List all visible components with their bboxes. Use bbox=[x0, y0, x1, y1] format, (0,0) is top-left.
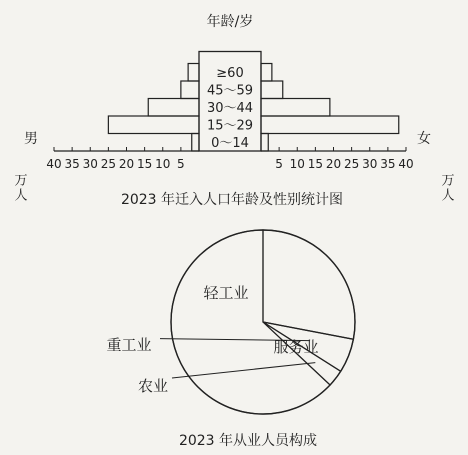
x-tick-label-left: 35 bbox=[64, 157, 80, 171]
pyramid-unit-left: 万人 bbox=[11, 173, 27, 203]
pyramid-right-label: 女 bbox=[417, 131, 431, 147]
x-tick-label-left: 5 bbox=[177, 157, 185, 171]
bar-female-3 bbox=[261, 81, 283, 99]
bar-female-4 bbox=[261, 64, 272, 82]
x-tick-label-left: 25 bbox=[100, 157, 117, 171]
pie-label: 农业 bbox=[137, 377, 169, 395]
bar-female-2 bbox=[261, 99, 330, 117]
bar-female-1 bbox=[261, 116, 399, 134]
pie-slice-3 bbox=[171, 230, 330, 414]
x-tick-label-right: 15 bbox=[307, 157, 324, 171]
x-tick-label-left: 40 bbox=[46, 157, 62, 171]
pie-label: 重工业 bbox=[106, 336, 152, 354]
bar-male-0 bbox=[192, 134, 199, 152]
x-tick-label-left: 15 bbox=[136, 157, 153, 171]
pie-title: 2023 年从业人员构成 bbox=[178, 433, 318, 449]
bar-male-3 bbox=[181, 81, 199, 99]
x-tick-label-left: 20 bbox=[118, 157, 135, 171]
x-tick-label-right: 10 bbox=[289, 157, 305, 171]
x-tick-label-right: 20 bbox=[325, 157, 342, 171]
x-tick-label-right: 25 bbox=[343, 157, 360, 171]
x-tick-label-right: 5 bbox=[275, 157, 283, 171]
bar-female-0 bbox=[261, 134, 268, 152]
x-tick-label-right: 30 bbox=[362, 157, 378, 171]
age-group-label: 15～29 bbox=[206, 118, 254, 134]
pie-chart bbox=[106, 230, 355, 414]
pyramid-unit-right: 万人 bbox=[438, 173, 454, 203]
x-tick-label-left: 10 bbox=[155, 157, 171, 171]
bar-male-2 bbox=[148, 99, 199, 117]
age-group-label: ≥60 bbox=[216, 66, 244, 81]
age-group-label: 45～59 bbox=[206, 83, 254, 99]
pyramid-chart bbox=[46, 52, 413, 172]
pyramid-left-label: 男 bbox=[24, 131, 38, 147]
x-tick-label-left: 30 bbox=[82, 157, 98, 171]
x-tick-label-right: 35 bbox=[380, 157, 396, 171]
pyramid-y-axis-title: 年龄/岁 bbox=[206, 14, 254, 30]
bar-male-4 bbox=[188, 64, 199, 82]
age-group-label: 30～44 bbox=[206, 101, 254, 116]
pie-slice-0 bbox=[263, 230, 355, 339]
bar-male-1 bbox=[108, 116, 199, 134]
pyramid-title: 2023 年迁入人口年龄及性别统计图 bbox=[120, 192, 344, 208]
leader-line bbox=[172, 363, 315, 378]
age-group-label: 0～14 bbox=[211, 136, 249, 151]
pie-label: 轻工业 bbox=[203, 284, 249, 302]
x-tick-label-right: 40 bbox=[398, 157, 414, 171]
pie-label: 服务业 bbox=[273, 338, 319, 356]
